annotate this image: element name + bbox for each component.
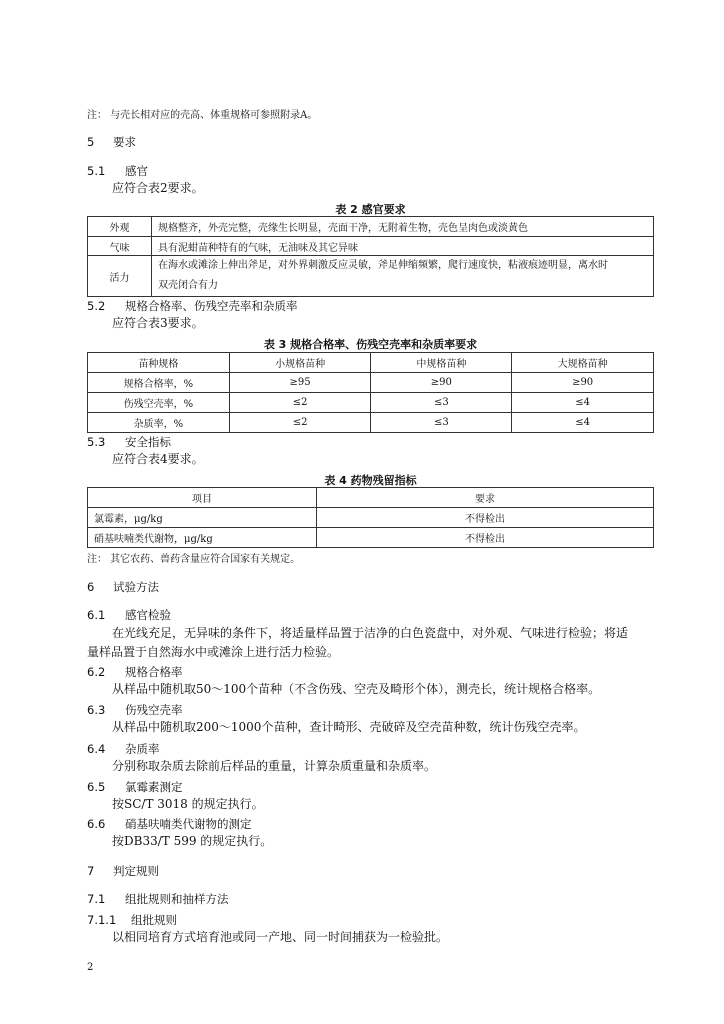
paragraph-6-5: 按SC/T 3018 的规定执行。	[112, 797, 264, 811]
heading-title: 要求	[113, 135, 136, 149]
table-row	[88, 237, 654, 256]
table-header-cell: 大规格苗种	[512, 353, 654, 373]
paragraph-5-1: 应符合表2要求。	[112, 181, 204, 195]
heading-6-1	[87, 607, 171, 623]
heading-number: 7.1	[87, 892, 106, 906]
page-number: 2	[87, 962, 94, 973]
table3-caption: 表 3 规格合格率、伤残空壳率和杂质率要求	[263, 338, 478, 351]
heading-7-1	[87, 891, 229, 907]
table-header-row	[88, 353, 654, 373]
heading-title: 硝基呋喃类代谢物的测定	[125, 817, 252, 831]
heading-number: 6.1	[87, 608, 106, 622]
table-cell: 杂质率，%	[88, 413, 230, 433]
table-header-cell: 项目	[88, 488, 317, 508]
table-cell: 气味	[88, 237, 152, 256]
heading-number: 6.5	[87, 780, 106, 794]
cell-line: 在海水或滩涂上伸出斧足，对外界刺激反应灵敏，斧足伸缩频繁，爬行速度快，粘液痕迹明显，离水时	[158, 260, 608, 271]
note-top: 注： 与壳长相对应的壳高、体重规格可参照附录A。	[87, 110, 318, 121]
table-header-cell: 苗种规格	[88, 353, 230, 373]
table-cell: 具有泥蚶苗种特有的气味，无油味及其它异味	[152, 237, 654, 256]
heading-title: 判定规则	[113, 864, 159, 878]
table-cell: 不得检出	[317, 508, 654, 528]
paragraph-5-3: 应符合表4要求。	[112, 452, 204, 466]
heading-6	[87, 579, 159, 595]
heading-number: 5.2	[87, 299, 106, 313]
table4-caption: 表 4 药物残留指标	[324, 474, 417, 487]
table-row	[88, 256, 654, 297]
heading-number: 7.1.1	[87, 913, 117, 927]
heading-title: 规格合格率	[125, 665, 183, 679]
heading-5-2	[87, 298, 298, 314]
table-cell: 不得检出	[317, 528, 654, 548]
table-cell: ≥95	[229, 373, 371, 393]
table-cell: 外观	[88, 217, 152, 237]
table-row	[88, 217, 654, 237]
heading-7-1-1	[87, 912, 177, 928]
table-header-cell: 小规格苗种	[229, 353, 371, 373]
table-header-cell: 要求	[317, 488, 654, 508]
table-cell: ≤4	[512, 413, 654, 433]
heading-6-5	[87, 779, 183, 795]
table-row	[88, 508, 654, 528]
table-cell: ≤2	[229, 393, 371, 413]
heading-title: 感官	[125, 164, 148, 178]
heading-number: 6.6	[87, 817, 106, 831]
table-row	[88, 373, 654, 393]
heading-title: 伤残空壳率	[125, 703, 183, 717]
table-header-cell: 中规格苗种	[371, 353, 512, 373]
table-cell	[152, 256, 654, 297]
heading-5	[87, 134, 136, 150]
paragraph-6-2: 从样品中随机取50～100个苗种（不含伤残、空壳及畸形个体），测壳长，统计规格合格率。	[112, 682, 601, 696]
table2-caption: 表 2 感官要求	[335, 203, 406, 216]
table-cell: ≥90	[371, 373, 512, 393]
heading-title: 杂质率	[125, 742, 160, 756]
heading-title: 组批规则	[131, 913, 177, 927]
heading-title: 规格合格率、伤残空壳率和杂质率	[125, 299, 298, 313]
table-row	[88, 393, 654, 413]
heading-7	[87, 863, 159, 879]
table-cell: ≤2	[229, 413, 371, 433]
heading-title: 试验方法	[113, 580, 159, 594]
heading-number: 5.3	[87, 435, 106, 449]
heading-5-3	[87, 434, 171, 450]
table-row	[88, 413, 654, 433]
table-cell: 氯霉素，μg/kg	[88, 508, 317, 528]
heading-number: 6.2	[87, 665, 106, 679]
heading-6-2	[87, 664, 183, 680]
paragraph-6-1-line2: 量样品置于自然海水中或滩涂上进行活力检验。	[87, 645, 340, 659]
table-cell: ≤4	[512, 393, 654, 413]
heading-number: 5	[87, 135, 95, 149]
heading-number: 7	[87, 864, 95, 878]
table3	[87, 352, 654, 433]
table-cell: 活力	[88, 256, 152, 297]
table-cell: 伤残空壳率，%	[88, 393, 230, 413]
note-table4: 注： 其它农药、兽药含量应符合国家有关规定。	[87, 554, 301, 565]
table-cell: ≤3	[371, 413, 512, 433]
paragraph-6-4: 分别称取杂质去除前后样品的重量，计算杂质重量和杂质率。	[112, 759, 437, 773]
table-cell: 规格整齐，外壳完整，壳缘生长明显，壳面干净，无附着生物，壳色呈肉色或淡黄色	[152, 217, 654, 237]
heading-6-6	[87, 816, 252, 832]
table-row	[88, 528, 654, 548]
paragraph-6-6: 按DB33/T 599 的规定执行。	[112, 834, 273, 848]
table4	[87, 487, 654, 548]
heading-6-4	[87, 741, 160, 757]
heading-title: 组批规则和抽样方法	[125, 892, 229, 906]
table-cell: 规格合格率，%	[88, 373, 230, 393]
heading-title: 氯霉素测定	[125, 780, 183, 794]
heading-6-3	[87, 702, 183, 718]
heading-number: 5.1	[87, 164, 106, 178]
heading-5-1	[87, 163, 148, 179]
heading-number: 6.3	[87, 703, 106, 717]
paragraph-6-1-line1: 在光线充足，无异味的条件下，将适量样品置于洁净的白色瓷盘中，对外观、气味进行检验；将适	[112, 626, 629, 640]
paragraph-6-3: 从样品中随机取200～1000个苗种，查计畸形、壳破碎及空壳苗种数，统计伤残空壳率。	[112, 720, 586, 734]
table-header-row	[88, 488, 654, 508]
heading-title: 安全指标	[125, 435, 171, 449]
table2	[87, 216, 654, 297]
cell-line: 双壳闭合有力	[158, 280, 218, 291]
paragraph-5-2: 应符合表3要求。	[112, 316, 204, 330]
heading-number: 6	[87, 580, 95, 594]
table-cell: ≥90	[512, 373, 654, 393]
heading-title: 感官检验	[125, 608, 171, 622]
heading-number: 6.4	[87, 742, 106, 756]
table-cell: 硝基呋喃类代谢物，μg/kg	[88, 528, 317, 548]
table-cell: ≤3	[371, 393, 512, 413]
paragraph-7-1-1: 以相同培育方式培育池或同一产地、同一时间捕获为一检验批。	[112, 930, 449, 944]
